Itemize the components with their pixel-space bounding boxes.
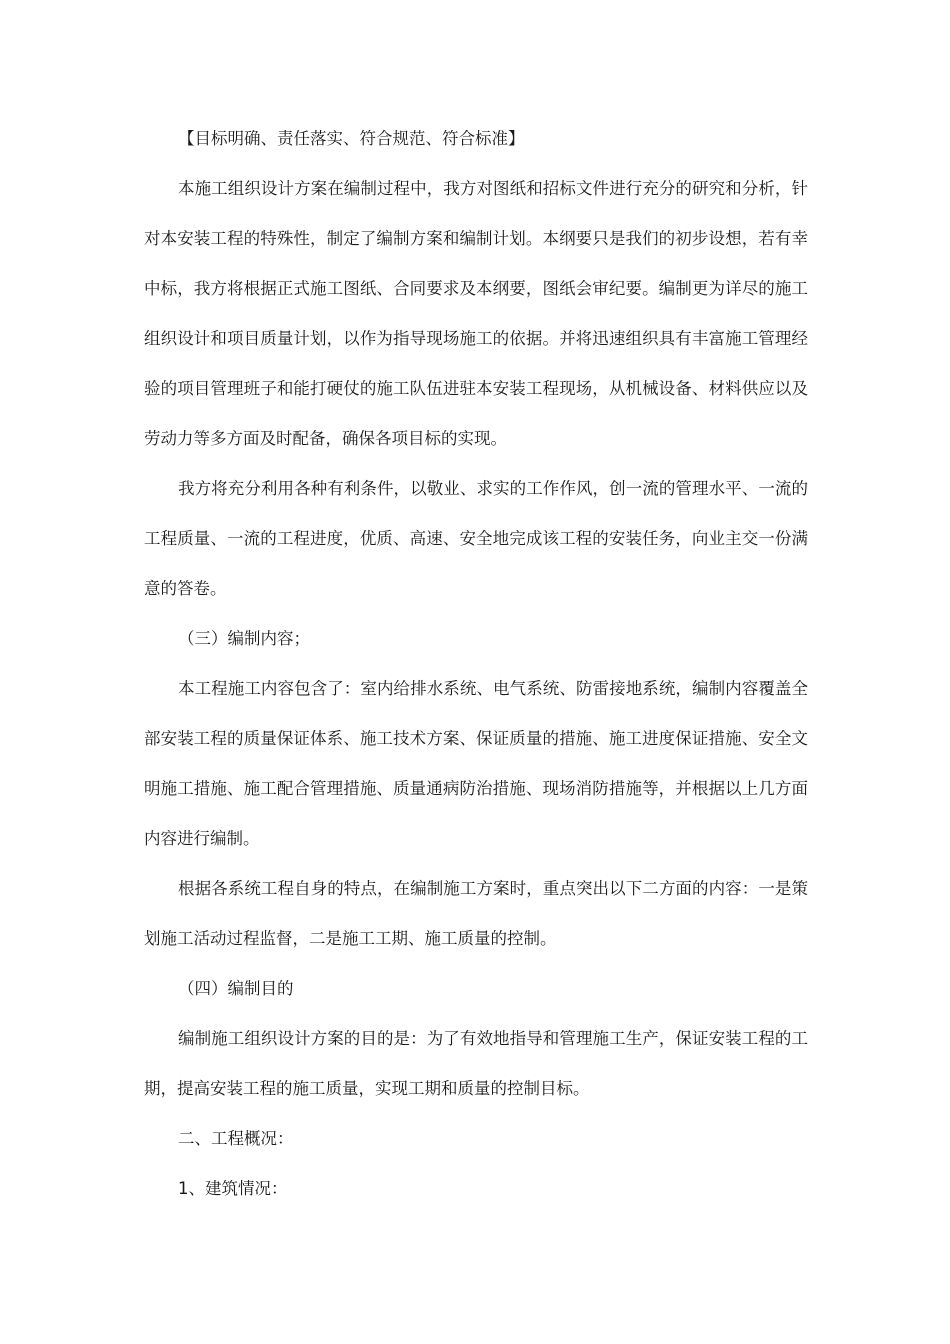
paragraph-scope: 本工程施工内容包含了：室内给排水系统、电气系统、防雷接地系统，编制内容覆盖全部安装工程的质量保证体系、施工技术方案、保证质量的措施、施工进度保证措施、安全文明施工措施、施工配合管理措施、质量通病防治措施、现场消防措施等，并根据以上几方面内容进行编制。 (144, 679, 808, 848)
section-heading-purpose: （四）编制目的 (178, 979, 294, 998)
paragraph-plan-overview: 本施工组织设计方案在编制过程中，我方对图纸和招标文件进行充分的研究和分析，针对本安装工程的特殊性，制定了编制方案和编制计划。本纲要只是我们的初步设想，若有幸中标，我方将根据正式施工图纸、合同要求及本纲要，图纸会审纪要。编制更为详尽的施工组织设计和项目质量计划，以作为指导现场施工的依据。并将迅速组织具有丰富施工管理经验的项目管理班子和能打硬仗的施工队伍进驻本安装工程现场，从机械设备、材料供应以及劳动力等多方面及时配备，确保各项目标的实现。 (144, 179, 808, 448)
paragraph-purpose: 编制施工组织设计方案的目的是：为了有效地指导和管理施工生产，保证安装工程的工期，提高安装工程的施工质量，实现工期和质量的控制目标。 (144, 1029, 808, 1098)
document-body (144, 114, 808, 1214)
section-heading-building: 1、建筑情况： (178, 1179, 288, 1198)
paragraph-goal-statement: 【目标明确、责任落实、符合规范、符合标准】 (178, 129, 525, 148)
section-heading-overview: 二、工程概况： (178, 1129, 294, 1148)
paragraph-commitment: 我方将充分利用各种有利条件，以敬业、求实的工作作风，创一流的管理水平、一流的工程质量、一流的工程进度，优质、高速、安全地完成该工程的安装任务，向业主交一份满意的答卷。 (144, 479, 808, 598)
paragraph-key-points: 根据各系统工程自身的特点，在编制施工方案时，重点突出以下二方面的内容：一是策划施工活动过程监督，二是施工工期、施工质量的控制。 (144, 879, 808, 948)
section-heading-content: （三）编制内容； (178, 629, 310, 648)
